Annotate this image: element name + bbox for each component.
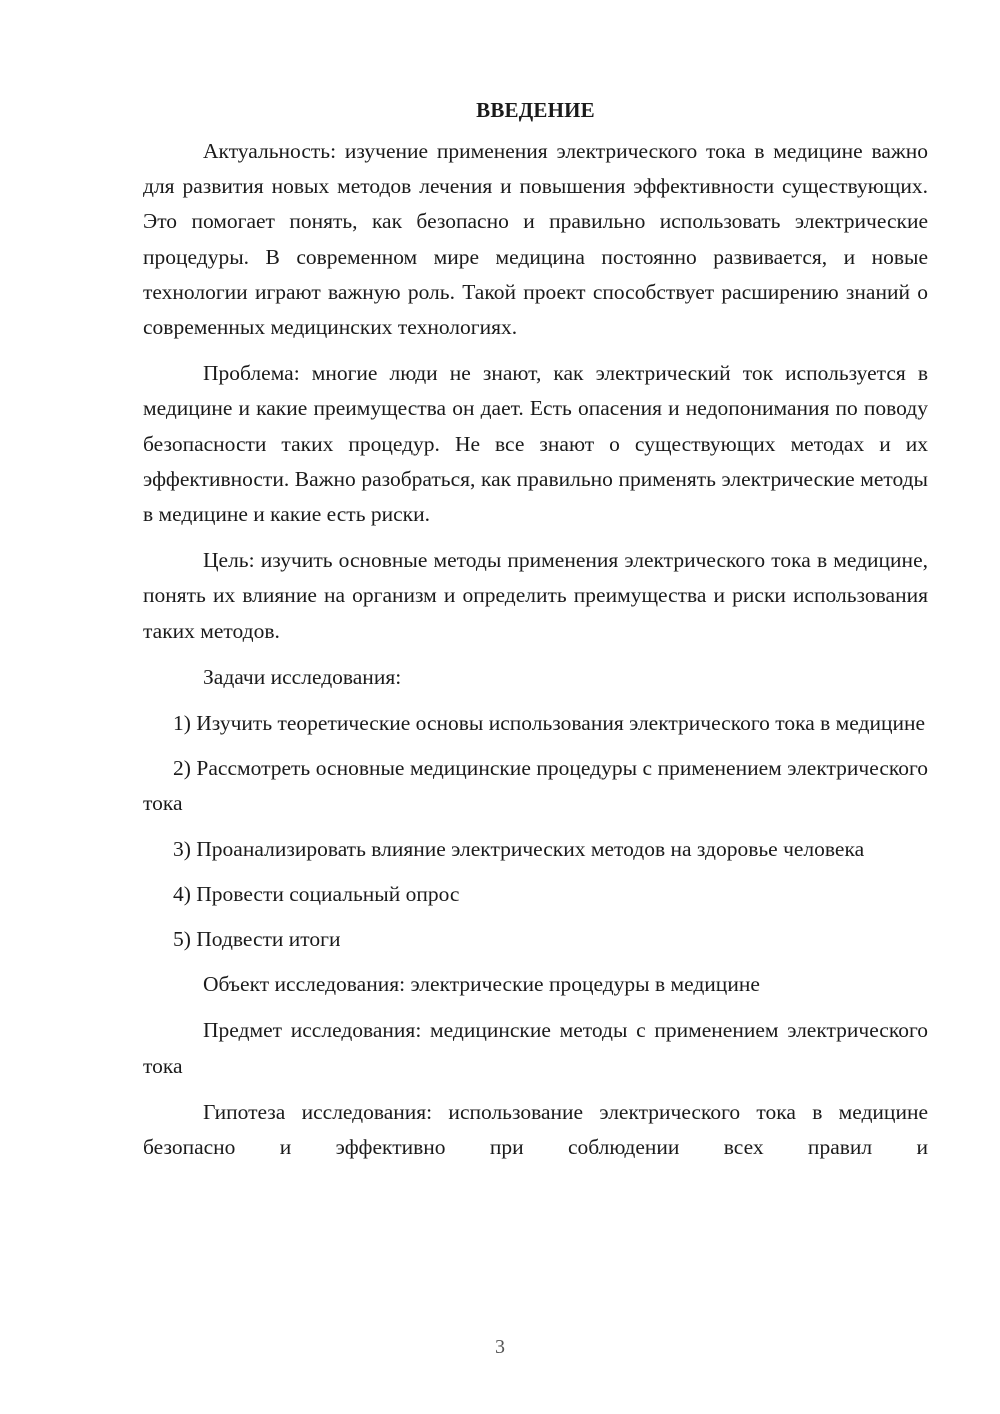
task-item-4: 4) Провести социальный опрос — [173, 881, 460, 906]
task-item-3: 3) Проанализировать влияние электрических методов на здоровье человека — [173, 836, 865, 861]
relevance-paragraph: Актуальность: изучение применения электрического тока в медицине важно для развития новых методов лечения и повышения эффективности существующих. Это помогает понять, как безопасно и правильно использовать электрические процедуры. В современном мире медицина постоянно развивается, и новые технологии играют важную роль. Такой проект способствует расширению знаний о современных медицинских технологиях. — [143, 139, 928, 340]
task-item-1: 1) Изучить теоретические основы использования электрического тока в медицине — [173, 711, 926, 736]
problem-paragraph: Проблема: многие люди не знают, как электрический ток используется в медицине и какие преимущества он дает. Есть опасения и недопонимания по поводу безопасности таких процедур. Не все знают о существующих методах и их эффективности. Важно разобраться, как правильно применять электрические методы в медицине и какие есть риски. — [143, 361, 928, 527]
subject-paragraph: Предмет исследования: медицинские методы с применением электрического тока — [143, 1018, 928, 1078]
goal-paragraph: Цель: изучить основные методы применения электрического тока в медицине, понять их влияние на организм и определить преимущества и риски использования таких методов. — [143, 548, 928, 643]
page-number: 3 — [495, 1336, 505, 1358]
task-item-5: 5) Подвести итоги — [173, 927, 341, 952]
page-title: ВВЕДЕНИЕ — [476, 98, 595, 122]
task-item-2: 2) Рассмотреть основные медицинские процедуры с применением электрического тока — [143, 756, 928, 816]
hypothesis-paragraph: Гипотеза исследования: использование электрического тока в медицине безопасно и эффективно при соблюдении всех правил и — [143, 1099, 928, 1160]
object-paragraph: Объект исследования: электрические процедуры в медицине — [203, 972, 760, 997]
tasks-heading: Задачи исследования: — [203, 664, 402, 689]
page-content — [143, 90, 928, 1176]
